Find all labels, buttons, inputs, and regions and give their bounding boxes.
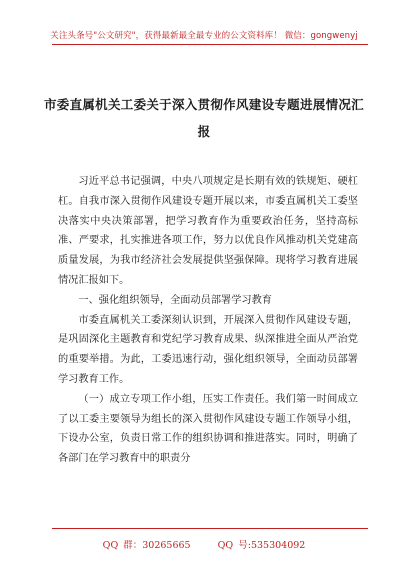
qq-number: QQ 号:535304092	[217, 540, 306, 551]
footer-divider	[52, 528, 368, 529]
qq-group-number: QQ 群：30265665	[102, 540, 191, 551]
header-banner: 关注头条号"公文研究"，获得最新最全最专业的公文资料库！ 微信：gongwenyj	[50, 31, 358, 41]
document-body	[58, 172, 358, 469]
document-title-line-1: 市委直属机关工委关于深入贯彻作风建设专题进展情况汇	[43, 97, 364, 112]
body-paragraph: 市委直属机关工委深刻认识到，开展深入贯彻作风建设专题，是巩固深化主题教育和党纪学习教育成果、纵深推进全面从严治党的重要举措。为此，工委迅速行动，强化组织领导，全面动员部署学习教育工作。	[58, 314, 358, 385]
footer-contact	[0, 537, 408, 551]
header-divider	[52, 44, 368, 45]
intro-paragraph: 习近平总书记强调，中央八项规定是长期有效的铁规矩、硬杠杠。自我市深入贯彻作风建设专题开展以来，市委直属机关工委坚决落实中央决策部署，把学习教育作为重要政治任务，坚持高标准、严要求，扎实推进各项工作，努力以优良作风推动机关党建高质量发展，为我市经济社会发展提供坚强保障。现将学习教育进展情况汇报如下。	[58, 176, 358, 286]
section-heading: 一、强化组织领导，全面动员部署学习教育	[78, 294, 272, 306]
document-title-line-2: 报	[197, 124, 211, 139]
body-paragraph: （一）成立专项工作小组，压实工作责任。我们第一时间成立了以工委主要领导为组长的深入贯彻作风建设专题工作领导小组，下设办公室，负责日常工作的组织协调和推进落实。同时，明确了各部门在学习教育中的职责分	[58, 393, 358, 465]
